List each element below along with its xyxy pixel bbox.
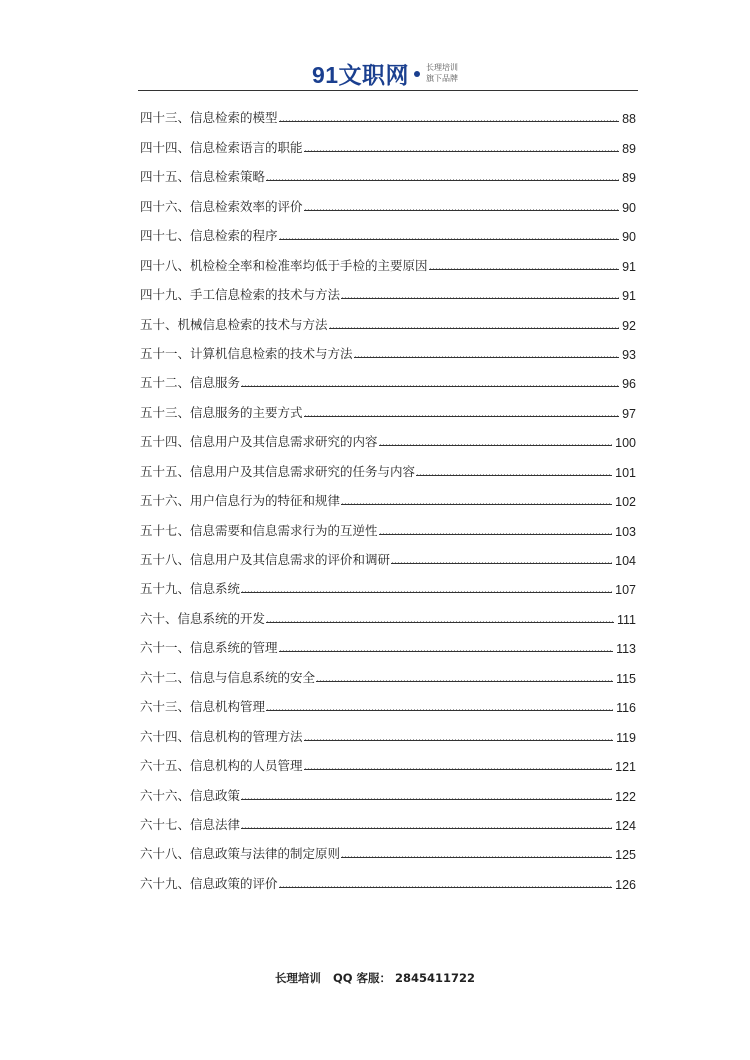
toc-entry-page: 89	[622, 141, 636, 156]
toc-entry-page: 92	[622, 318, 636, 333]
toc-dot-leader	[304, 150, 620, 152]
toc-entry-page: 115	[616, 671, 636, 686]
logo-text: 91文职网	[311, 61, 410, 88]
toc-entry-title: 四十四、信息检索语言的职能	[140, 139, 303, 155]
toc-dot-leader	[279, 120, 620, 122]
toc-entry[interactable]	[140, 509, 636, 538]
toc-entry-title: 六十五、信息机构的人员管理	[140, 758, 303, 774]
toc-dot-leader	[266, 179, 619, 181]
toc-entry-page: 111	[616, 612, 636, 627]
toc-entry-page: 100	[615, 436, 636, 451]
toc-entry[interactable]	[140, 244, 636, 273]
toc-dot-leader	[304, 768, 613, 770]
toc-dot-leader	[241, 798, 612, 800]
toc-entry[interactable]	[140, 303, 636, 332]
toc-entry-page: 91	[622, 289, 636, 304]
toc-entry-page: 102	[615, 495, 636, 510]
toc-dot-leader	[341, 856, 612, 858]
toc-entry-page: 104	[615, 554, 636, 568]
toc-entry[interactable]	[140, 126, 636, 155]
toc-entry-title: 五十七、信息需要和信息需求行为的互逆性	[140, 522, 378, 538]
logo-dot-icon	[414, 71, 420, 77]
toc-entry-title: 五十五、信息用户及其信息需求研究的任务与内容	[140, 463, 416, 479]
toc-entry-title: 六十六、信息政策	[140, 787, 241, 803]
toc-dot-leader	[279, 886, 613, 888]
toc-entry[interactable]	[140, 568, 636, 597]
toc-entry[interactable]	[140, 480, 636, 509]
toc-dot-leader	[279, 238, 620, 240]
toc-entry-title: 四十六、信息检索效率的评价	[140, 198, 303, 214]
toc-entry[interactable]	[140, 686, 636, 715]
toc-dot-leader	[354, 356, 620, 358]
toc-dot-leader	[241, 827, 612, 829]
toc-entry[interactable]	[140, 745, 636, 774]
toc-entry-page: 119	[616, 730, 636, 745]
toc-entry[interactable]	[140, 185, 636, 214]
toc-dot-leader	[304, 415, 620, 417]
toc-entry[interactable]	[140, 391, 636, 420]
toc-entry-page: 103	[615, 524, 636, 539]
toc-entry[interactable]	[140, 715, 636, 744]
toc-entry-page: 93	[622, 347, 636, 362]
toc-entry-page: 122	[615, 789, 636, 804]
toc-dot-leader	[266, 621, 614, 623]
toc-entry[interactable]	[140, 362, 636, 391]
toc-dot-leader	[379, 444, 613, 446]
footer-qq-label: QQ 客服：	[332, 971, 392, 985]
toc-entry[interactable]	[140, 97, 636, 126]
toc-entry-page: 125	[615, 848, 636, 863]
toc-entry[interactable]	[140, 156, 636, 185]
toc-entry-title: 五十六、用户信息行为的特征和规律	[140, 493, 341, 509]
toc-dot-leader	[329, 327, 620, 329]
toc-entry[interactable]	[140, 215, 636, 244]
toc-dot-leader	[379, 533, 613, 535]
footer-qq-number: 2845411722	[395, 971, 476, 985]
toc-entry-title: 六十四、信息机构的管理方法	[140, 728, 303, 744]
toc-entry-page: 90	[622, 200, 636, 215]
toc-entry-page: 91	[622, 259, 636, 274]
toc-dot-leader	[279, 650, 614, 652]
toc-entry-title: 五十、机械信息检索的技术与方法	[140, 316, 328, 332]
toc-dot-leader	[316, 680, 613, 682]
toc-dot-leader	[416, 474, 612, 476]
toc-entry-title: 五十一、计算机信息检索的技术与方法	[140, 345, 353, 361]
toc-entry[interactable]	[140, 833, 636, 862]
toc-entry-page: 96	[622, 377, 636, 392]
page-header	[0, 58, 750, 88]
toc-entry[interactable]	[140, 774, 636, 803]
toc-entry[interactable]	[140, 421, 636, 450]
toc-entry-page: 88	[622, 112, 636, 127]
toc-entry[interactable]	[140, 627, 636, 656]
toc-entry-title: 五十九、信息系统	[140, 581, 241, 597]
toc-entry-title: 六十、信息系统的开发	[140, 610, 266, 626]
toc-entry-page: 121	[615, 760, 636, 775]
toc-entry-title: 五十八、信息用户及其信息需求的评价和调研	[140, 552, 391, 567]
toc-entry-title: 六十三、信息机构管理	[140, 699, 266, 715]
toc-dot-leader	[391, 562, 612, 564]
logo-tagline	[426, 62, 458, 84]
toc-entry-page: 107	[615, 583, 636, 598]
toc-entry-page: 90	[622, 230, 636, 245]
toc-entry-page: 116	[616, 701, 636, 716]
toc-entry-title: 五十四、信息用户及其信息需求研究的内容	[140, 434, 378, 450]
toc-entry[interactable]	[140, 804, 636, 833]
toc-dot-leader	[341, 503, 612, 505]
toc-entry[interactable]	[140, 656, 636, 685]
toc-dot-leader	[241, 385, 619, 387]
toc-entry-page: 97	[622, 406, 636, 421]
toc-entry-title: 六十七、信息法律	[140, 816, 241, 832]
toc-entry[interactable]	[140, 862, 636, 891]
toc-entry-title: 六十二、信息与信息系统的安全	[140, 669, 316, 685]
toc-entry-page: 101	[615, 465, 636, 480]
table-of-contents	[140, 97, 636, 892]
toc-entry-title: 四十三、信息检索的模型	[140, 110, 278, 126]
toc-dot-leader	[266, 709, 613, 711]
page-footer	[0, 970, 750, 986]
tagline-top: 长理培训	[426, 63, 459, 72]
toc-entry-page: 89	[622, 171, 636, 186]
toc-entry-title: 六十九、信息政策的评价	[140, 875, 278, 891]
toc-dot-leader	[429, 268, 620, 270]
toc-entry-title: 五十三、信息服务的主要方式	[140, 404, 303, 420]
toc-entry[interactable]	[140, 333, 636, 362]
toc-entry-title: 四十五、信息检索策略	[140, 169, 266, 185]
tagline-bottom: 旗下品牌	[426, 74, 459, 83]
toc-dot-leader	[304, 209, 620, 211]
toc-entry[interactable]	[140, 450, 636, 479]
toc-entry-title: 四十八、机检检全率和检准率均低于手检的主要原因	[140, 257, 428, 273]
toc-entry[interactable]	[140, 274, 636, 303]
header-divider	[138, 90, 638, 91]
toc-entry[interactable]	[140, 539, 636, 568]
toc-dot-leader	[341, 297, 619, 299]
toc-dot-leader	[241, 591, 612, 593]
toc-entry-title: 四十九、手工信息检索的技术与方法	[140, 287, 341, 303]
footer-org: 长理培训	[274, 971, 321, 985]
toc-entry-title: 五十二、信息服务	[140, 375, 241, 391]
toc-entry-title: 四十七、信息检索的程序	[140, 228, 278, 244]
toc-entry-title: 六十一、信息系统的管理	[140, 640, 278, 656]
toc-entry-page: 126	[615, 877, 636, 892]
toc-entry-page: 113	[616, 642, 636, 657]
toc-entry-page: 124	[615, 818, 636, 833]
brand-logo	[312, 57, 458, 90]
toc-dot-leader	[304, 739, 614, 741]
toc-entry-title: 六十八、信息政策与法律的制定原则	[140, 846, 341, 862]
toc-entry[interactable]	[140, 597, 636, 626]
